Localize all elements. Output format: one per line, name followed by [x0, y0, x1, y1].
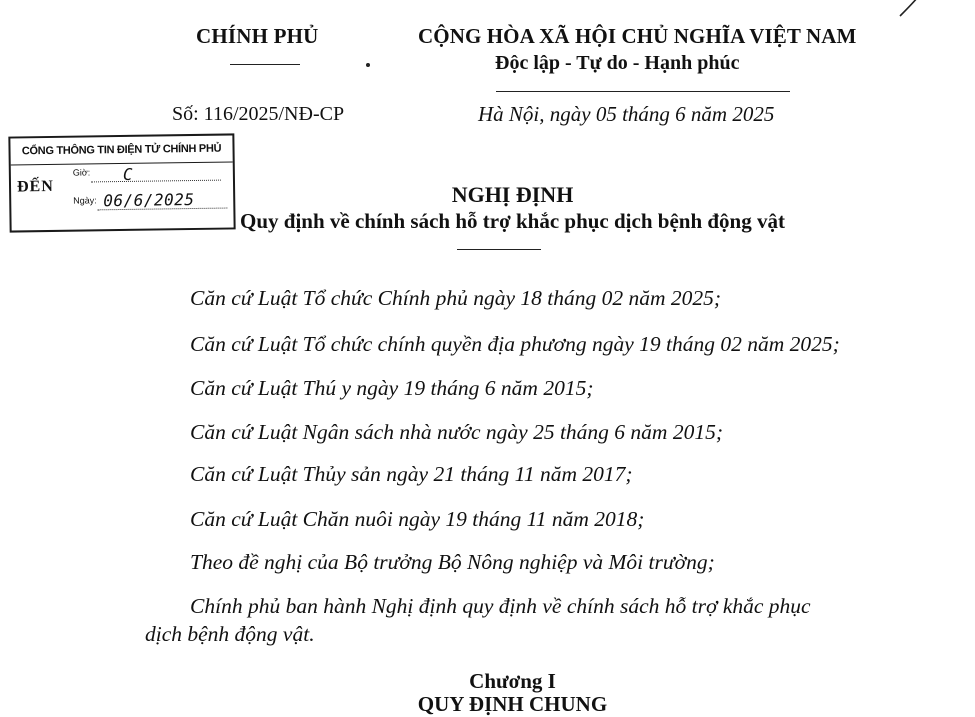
legal-basis-item: Căn cứ Luật Tổ chức Chính phủ ngày 18 tháng 02 năm 2025; — [190, 286, 722, 310]
legal-basis-item: Căn cứ Luật Thú y ngày 19 tháng 6 năm 2015; — [190, 376, 594, 400]
motto-underline — [496, 91, 790, 92]
pen-mark — [898, 0, 922, 18]
chapter-title: QUY ĐỊNH CHUNG — [417, 692, 608, 716]
legal-basis-item: Căn cứ Luật Ngân sách nhà nước ngày 25 tháng 6 năm 2015; — [190, 420, 723, 444]
stamp-date-value: 06/6/2025 — [103, 189, 195, 211]
legal-basis-item: Căn cứ Luật Chăn nuôi ngày 19 tháng 11 năm 2018; — [190, 507, 645, 531]
legal-basis-item: Căn cứ Luật Thủy sản ngày 21 tháng 11 năm 2017; — [190, 462, 633, 486]
national-motto: Độc lập - Tự do - Hạnh phúc — [495, 52, 740, 74]
subject-underline — [457, 249, 541, 250]
promulgation-line-2: dịch bệnh động vật. — [145, 622, 315, 646]
document-subject: Quy định về chính sách hỗ trợ khắc phục dịch bệnh động vật — [240, 209, 785, 233]
stamp-date-label: Ngày: — [73, 195, 97, 206]
proposal-line: Theo đề nghị của Bộ trưởng Bộ Nông nghiệp và Môi trường; — [190, 550, 715, 574]
national-title: CỘNG HÒA XÃ HỘI CHỦ NGHĨA VIỆT NAM — [418, 24, 857, 48]
document-type: NGHỊ ĐỊNH — [451, 182, 574, 207]
legal-basis-item: Căn cứ Luật Tổ chức chính quyền địa phương ngày 19 tháng 02 năm 2025; — [190, 332, 840, 356]
stamp-header: CỔNG THÔNG TIN ĐIỆN TỬ CHÍNH PHỦ — [10, 135, 232, 165]
issuer-underline — [230, 64, 300, 65]
promulgation-line-1: Chính phủ ban hành Nghị định quy định về chính sách hỗ trợ khắc phục — [190, 594, 811, 618]
stamp-den-label: ĐẾN — [16, 177, 54, 196]
stray-dot — [366, 63, 370, 67]
chapter-label: Chương I — [469, 669, 556, 693]
issuing-authority: CHÍNH PHỦ — [196, 24, 319, 48]
place-and-date: Hà Nội, ngày 05 tháng 6 năm 2025 — [478, 102, 775, 126]
stamp-so-value: C — [122, 164, 133, 184]
stamp-so-label: Giờ: — [72, 167, 91, 178]
document-number: Số: 116/2025/NĐ-CP — [172, 103, 345, 125]
